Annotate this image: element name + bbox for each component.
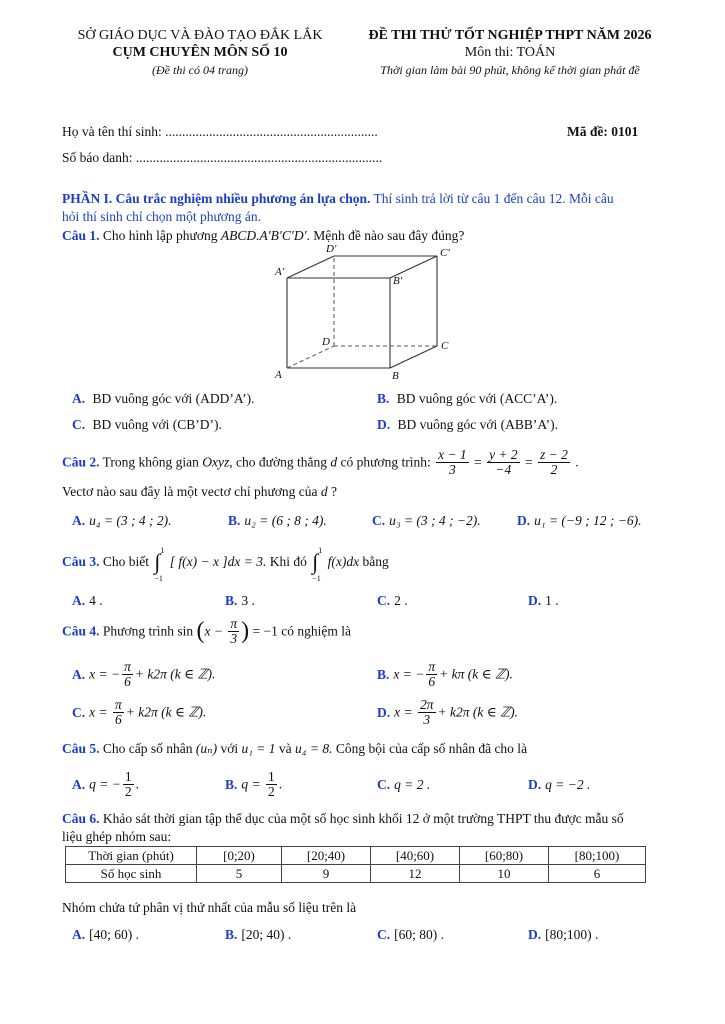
q2-option-c[interactable]: C. u₃ = (3 ; 4 ; −2).: [372, 513, 481, 528]
org-line2: CỤM CHUYÊN MÔN SỐ 10: [112, 45, 288, 60]
table-cell: Số học sinh: [66, 865, 197, 883]
table-row: [66, 847, 646, 865]
pages-note: (Đề thi có 04 trang): [152, 63, 248, 77]
q1-option-a[interactable]: A. BD vuông góc với (ADD’A’).: [72, 391, 255, 406]
question-1: Câu 1. Cho hình lập phương ABCD.A′B′C′D′. Mệnh đề nào sau đây đúng?: [62, 228, 465, 243]
exam-title: ĐỀ THI THỬ TỐT NGHIỆP THPT NĂM 2026: [368, 28, 652, 43]
table-cell: 6: [549, 865, 646, 883]
q2-option-a[interactable]: A. u₄ = (3 ; 4 ; 2).: [72, 513, 172, 528]
question-3: Câu 3. Cho biết ∫ 1 −1 [ f(x) − x ]dx = 3. Khi đó ∫ 1 −1 f(x)dx bằng: [62, 546, 389, 583]
q1-option-c[interactable]: C. BD vuông với (CB’D’).: [72, 417, 222, 432]
q3-option-c[interactable]: C. 2 .: [377, 593, 408, 608]
vertex-A: A: [275, 369, 282, 381]
vertex-B1: B′: [393, 275, 403, 287]
integral-sign-1: ∫ 1 −1: [154, 546, 165, 583]
q3-option-d[interactable]: D. 1 .: [528, 593, 559, 608]
q2-option-b[interactable]: B. u₂ = (6 ; 8 ; 4).: [228, 513, 327, 528]
table-cell: [0;20): [197, 847, 282, 865]
q1-option-d[interactable]: D. BD vuông góc với (ABB’A’).: [377, 417, 559, 432]
question-6: Câu 6. Khảo sát thời gian tập thể dục của một số học sinh khối 12 ở một trường THPT thu được mẫu số liệu ghép nhóm sau:: [62, 811, 624, 844]
part1-instructions: PHẦN I. Câu trắc nghiệm nhiều phương án lựa chọn. Thí sinh trả lời từ câu 1 đến câu 12. Mỗi câu hỏi thí sinh chỉ chọn một phương án.: [62, 191, 614, 224]
grouped-data-table: [65, 846, 646, 883]
table-cell: [60;80): [460, 847, 549, 865]
q6-option-c[interactable]: C. [60; 80) .: [377, 927, 444, 942]
q6-option-d[interactable]: D. [80;100) .: [528, 927, 599, 942]
table-cell: Thời gian (phút): [66, 847, 197, 865]
table-cell: 12: [371, 865, 460, 883]
vertex-D1: D′: [326, 243, 337, 255]
question-4: Câu 4. Phương trình sin (x − $\frac{\pi}{3}$ ) = −1 có nghiệm là: [62, 616, 351, 646]
vertex-B: B: [392, 370, 399, 382]
q4-option-c[interactable]: C. x = $\frac{\pi}{6}$ + k2π (k ∈ ℤ).: [72, 697, 207, 727]
q6-option-b[interactable]: B. [20; 40) .: [225, 927, 292, 942]
q5-option-b[interactable]: B. q = $\frac{1}{2}$ .: [225, 769, 283, 799]
q1-option-b[interactable]: B. BD vuông góc với (ACC’A’).: [377, 391, 558, 406]
question-2: Câu 2. Trong không gian Oxyz, cho đường thẳng d có phương trình: $\frac{x - 1}{3}$ = $\frac{y + 2}{-4}$ = $\frac{z - 2}{2}$ .: [62, 447, 579, 477]
question-2-line2: Vectơ nào sau đây là một vectơ chỉ phương của d ?: [62, 484, 338, 499]
table-cell: [20;40): [282, 847, 371, 865]
table-cell: 9: [282, 865, 371, 883]
q4-option-a[interactable]: A. x = − $\frac{\pi}{6}$ + k2π (k ∈ ℤ).: [72, 659, 216, 689]
q2-option-d[interactable]: D. u₁ = (−9 ; 12 ; −6).: [517, 513, 642, 528]
table-cell: 5: [197, 865, 282, 883]
table-cell: [80;100): [549, 847, 646, 865]
exam-code: Mã đề: 0101: [567, 124, 639, 139]
q3-option-a[interactable]: A. 4 .: [72, 593, 103, 608]
vertex-C1: C′: [440, 247, 450, 259]
student-id-field: Số báo danh: .........................................................................: [62, 150, 383, 165]
time-note: Thời gian làm bài 90 phút, không kể thời gian phát đề: [380, 63, 640, 77]
student-name-field: Họ và tên thí sinh: ...............................................................: [62, 124, 378, 139]
exam-subject: Môn thi: TOÁN: [464, 45, 556, 60]
org-line1: SỞ GIÁO DỤC VÀ ĐÀO TẠO ĐẮK LẮK: [77, 28, 323, 43]
cube-figure: [270, 242, 460, 382]
q6-option-a[interactable]: A. [40; 60) .: [72, 927, 139, 942]
vertex-C: C: [441, 340, 449, 352]
q5-option-a[interactable]: A. q = − $\frac{1}{2}$ .: [72, 769, 139, 799]
table-cell: 10: [460, 865, 549, 883]
q3-option-b[interactable]: B. 3 .: [225, 593, 255, 608]
q4-option-d[interactable]: D. x = $\frac{2\pi}{3}$ + k2π (k ∈ ℤ).: [377, 697, 519, 727]
part1-title: PHẦN I. Câu trắc nghiệm nhiều phương án lựa chọn.: [62, 191, 371, 206]
table-cell: [40;60): [371, 847, 460, 865]
question-6-prompt: Nhóm chứa tứ phân vị thứ nhất của mẫu số liệu trên là: [62, 900, 357, 915]
table-row: [66, 865, 646, 883]
q4-option-b[interactable]: B. x = − $\frac{\pi}{6}$ + kπ (k ∈ ℤ).: [377, 659, 513, 689]
q5-option-d[interactable]: D. q = −2 .: [528, 777, 591, 792]
vertex-D: D: [322, 336, 330, 348]
integral-sign-2: ∫ 1 −1: [312, 546, 323, 583]
vertex-A1: A′: [275, 266, 285, 278]
question-5: Câu 5. Cho cấp số nhân (uₙ) với u₁ = 1 và u₄ = 8. Công bội của cấp số nhân đã cho là: [62, 741, 528, 756]
q5-option-c[interactable]: C. q = 2 .: [377, 777, 431, 792]
